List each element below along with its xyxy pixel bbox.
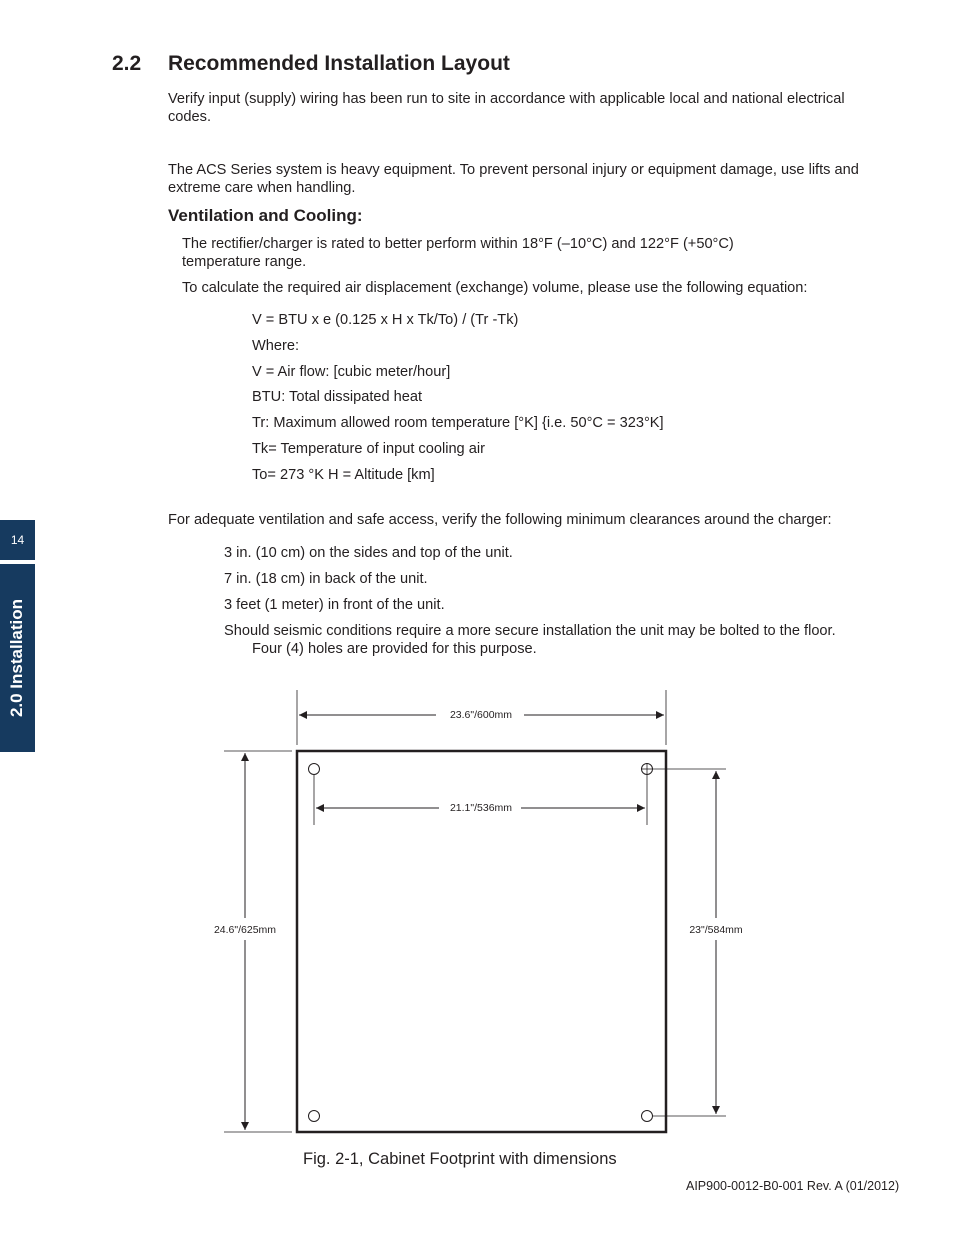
hole-span-label: 21.1"/536mm	[449, 802, 513, 814]
air-displacement-paragraph: To calculate the required air displacement (exchange) volume, please use the following equation:	[182, 280, 808, 296]
mounting-hole-bottom-left	[309, 1111, 320, 1122]
equation: V = BTU x e (0.125 x H x Tk/To) / (Tr -Tk)	[252, 312, 519, 328]
clearance-item: 3 in. (10 cm) on the sides and top of the unit.	[224, 545, 513, 561]
height-label: 24.6"/625mm	[213, 924, 277, 936]
seismic-line-2: Four (4) holes are provided for this purpose.	[252, 641, 537, 657]
chapter-label: 2.0 Installation	[7, 598, 26, 718]
definition-item: BTU: Total dissipated heat	[252, 389, 423, 405]
where-label: Where:	[252, 338, 300, 354]
definition-item: To= 273 °K H = Altitude [km]	[252, 467, 435, 483]
document-id: AIP900-0012-B0-001 Rev. A (01/2012)	[686, 1179, 900, 1193]
page-number: 14	[0, 520, 35, 560]
temperature-range-paragraph: The rectifier/charger is rated to better perform within 18°F (–10°C) and 122°F (+50°C) temperature range.	[182, 236, 734, 270]
ventilation-heading: Ventilation and Cooling:	[168, 206, 363, 225]
width-label: 23.6"/600mm	[449, 709, 513, 721]
heavy-equipment-paragraph: The ACS Series system is heavy equipment. To prevent personal injury or equipment damage, use lifts and extreme care when handling.	[168, 162, 859, 196]
wiring-paragraph: Verify input (supply) wiring has been run to site in accordance with applicable local and national electrical codes.	[168, 91, 845, 125]
seismic-line-1: Should seismic conditions require a more secure installation the unit may be bolted to the floor.	[224, 623, 836, 639]
clearance-item: 3 feet (1 meter) in front of the unit.	[224, 597, 445, 613]
mounting-hole-top-left	[309, 764, 320, 775]
figure-caption: Fig. 2-1, Cabinet Footprint with dimensions	[303, 1150, 617, 1168]
section-number: 2.2	[112, 52, 142, 75]
hole-height-label: 23"/584mm	[689, 924, 743, 936]
definition-item: Tr: Maximum allowed room temperature [°K] {i.e. 50°C = 323°K]	[252, 415, 664, 431]
definition-item: Tk= Temperature of input cooling air	[252, 441, 485, 457]
mounting-hole-bottom-right	[642, 1111, 653, 1122]
clearances-intro: For adequate ventilation and safe access, verify the following minimum clearances around the charger:	[168, 512, 832, 528]
definition-item: V = Air flow: [cubic meter/hour]	[252, 364, 451, 380]
section-title: Recommended Installation Layout	[168, 52, 510, 75]
clearance-item: 7 in. (18 cm) in back of the unit.	[224, 571, 428, 587]
